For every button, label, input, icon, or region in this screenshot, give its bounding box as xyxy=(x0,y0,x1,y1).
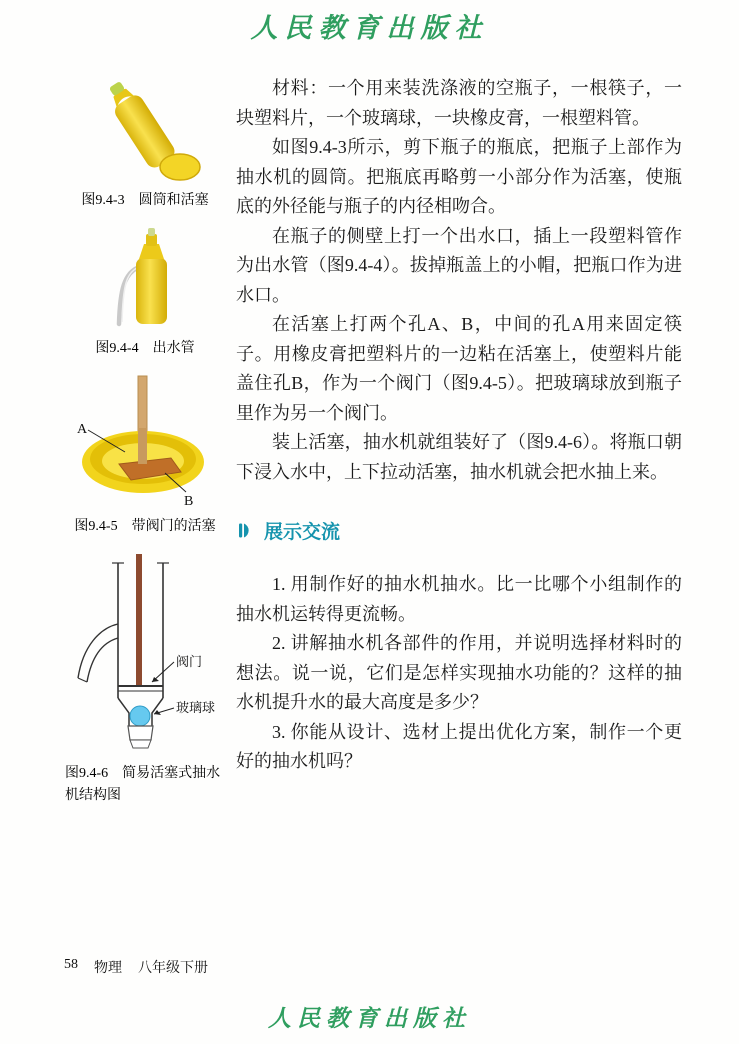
figure-9-4-5 xyxy=(60,370,230,535)
cylinder-and-piston-image xyxy=(70,80,220,182)
section-header xyxy=(238,517,682,544)
publisher-logo-bottom: 人民教育出版社 xyxy=(268,1005,471,1032)
figure-caption: 图9.4-3 圆筒和活塞 xyxy=(81,193,209,208)
outlet-pipe-image xyxy=(103,226,188,330)
piston-disc-graphic xyxy=(160,154,200,180)
page-number: 58 xyxy=(64,957,78,972)
section-marker-icon xyxy=(238,522,255,539)
label-valve: 阀门 xyxy=(176,654,203,669)
page-footer xyxy=(64,957,208,977)
label-ball: 玻璃球 xyxy=(176,700,216,715)
pump-structure-diagram xyxy=(70,550,220,756)
section-title: 展示交流 xyxy=(264,522,341,543)
label-b: B xyxy=(184,494,194,508)
arrowhead xyxy=(152,677,159,682)
list-item-1: 1. 用制作好的抽水机抽水。比一比哪个小组制作的抽水机运转得更流畅。 xyxy=(236,574,682,624)
figure-9-4-3 xyxy=(60,80,230,209)
paragraph-valve: 在活塞上打两个孔A、B，中间的孔A用来固定筷子。用橡皮膏把塑料片的一边粘在活塞上，使塑料片能盖住孔B，作为一个阀门（图9.4-5）。把玻璃球放到瓶子里作为另一个阀门。 xyxy=(236,314,682,423)
list-item-3: 3. 你能从设计、选材上提出优化方案，制作一个更好的抽水机吗？ xyxy=(236,721,682,771)
chopstick-graphic xyxy=(136,554,142,686)
paragraph-cut-bottle: 如图9.4-3所示，剪下瓶子的瓶底，把瓶子上部作为抽水机的圆筒。把瓶底再略剪一小部分作为活塞，使瓶底的外径能与瓶子的内径相吻合。 xyxy=(236,137,682,216)
body-text-column xyxy=(236,74,682,777)
figure-9-4-6 xyxy=(60,550,230,807)
bottle-cap-graphic xyxy=(128,726,153,740)
spout-graphic xyxy=(78,624,118,678)
footer-book-title: 八年级下册 xyxy=(138,961,208,976)
paragraph-materials: 材料：一个用来装洗涤液的空瓶子，一根筷子，一块塑料片，一个玻璃球，一块橡皮膏，一根塑料管。 xyxy=(236,78,682,128)
publisher-logo-top: 人民教育出版社 xyxy=(250,13,489,44)
paragraph-outlet: 在瓶子的侧壁上打一个出水口，插上一段塑料管作为出水管（图9.4-4）。拔掉瓶盖上的小帽，把瓶口作为进水口。 xyxy=(236,225,682,305)
figure-caption: 图9.4-6 简易活塞式抽水机结构图 xyxy=(65,766,221,803)
paragraph-assemble: 装上活塞，抽水机就组装好了（图9.4-6）。将瓶口朝下浸入水中，上下拉动活塞，抽水机就会把水抽上来。 xyxy=(236,432,682,482)
glass-ball-graphic xyxy=(130,706,150,726)
bottle-body-graphic xyxy=(136,258,167,324)
valve-piston-image xyxy=(75,370,215,508)
label-a: A xyxy=(77,422,88,437)
list-item-2: 2. 讲解抽水机各部件的作用，并说明选择材料时的想法。说一说，它们是怎样实现抽水功能的？这样的抽水机提升水的最大高度是多少？ xyxy=(236,633,682,712)
figure-caption: 图9.4-4 出水管 xyxy=(95,341,195,356)
figure-9-4-4 xyxy=(60,226,230,357)
footer-subject: 物理 xyxy=(94,961,122,976)
figure-caption: 图9.4-5 带阀门的活塞 xyxy=(74,519,216,534)
